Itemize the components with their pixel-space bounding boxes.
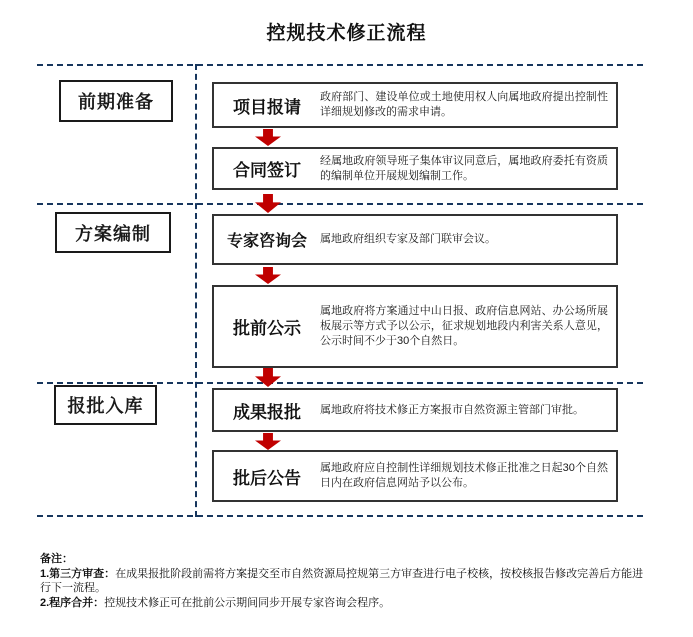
step-description: 经属地政府领导班子集体审议同意后，属地政府委托有资质的编制单位开展规划编制工作。	[320, 154, 608, 182]
column-divider-vertical	[195, 64, 197, 517]
down-arrow-icon	[255, 433, 281, 450]
step-title: 项目报请	[233, 97, 301, 117]
down-arrow-icon	[255, 267, 281, 284]
step-box-pre-approval-publicity	[212, 285, 618, 368]
stage-label: 方案编制	[75, 223, 151, 244]
step-description: 属地政府将方案通过中山日报、政府信息网站、办公场所展板展示等方式予以公示，征求规划地段内利害关系人意见，公示时间不少于30个自然日。	[320, 305, 608, 347]
notes-header: 备注：	[40, 553, 73, 565]
section-divider-after-preparation	[37, 203, 643, 205]
stage-label: 前期准备	[78, 92, 154, 112]
stage-box-preparation	[59, 80, 173, 122]
stage-box-plan-compilation	[55, 212, 171, 253]
down-arrow-icon	[255, 368, 281, 387]
note-text: 在成果报批阶段前需将方案提交至市自然资源局控规第三方审查进行电子校核，按校核报告修改完善后方能进行下一流程。	[40, 567, 644, 594]
step-title: 批后公告	[233, 468, 301, 488]
step-box-post-approval-announcement	[212, 450, 618, 502]
step-description: 属地政府组织专家及部门联审会议。	[320, 233, 496, 245]
step-box-expert-consultation	[212, 214, 618, 265]
step-title: 批前公示	[233, 319, 301, 338]
note-label: 1.第三方审查：	[40, 567, 116, 580]
step-description: 政府部门、建设单位或土地使用权人向属地政府提出控制性详细规划修改的需求申请。	[320, 91, 608, 118]
step-title: 合同签订	[233, 161, 301, 180]
step-title: 成果报批	[233, 402, 301, 422]
note-label: 2.程序合并：	[40, 596, 105, 609]
note-text: 控规技术修正可在批前公示期间同步开展专家咨询会程序。	[104, 596, 391, 609]
step-title: 专家咨询会	[226, 233, 307, 250]
step-box-project-application	[212, 82, 618, 128]
down-arrow-icon	[255, 194, 281, 213]
step-box-result-submission	[212, 388, 618, 432]
section-divider-top	[37, 64, 643, 66]
note-item-third-party-review	[40, 567, 652, 596]
step-description: 属地政府将技术修正方案报市自然资源主管部门审批。	[320, 403, 584, 416]
step-box-contract-signing	[212, 147, 618, 190]
stage-label: 报批入库	[67, 396, 144, 416]
stage-box-approval-storage	[54, 385, 157, 425]
page-title: 控规技术修正流程	[266, 23, 427, 44]
section-divider-after-compilation	[37, 382, 643, 384]
section-divider-bottom	[37, 515, 643, 517]
notes-section	[40, 552, 652, 610]
down-arrow-icon	[255, 129, 281, 146]
step-description: 属地政府应自控制性详细规划技术修正批准之日起30个自然日内在政府信息网站予以公布。	[320, 462, 608, 489]
note-item-procedure-merge	[40, 596, 652, 611]
